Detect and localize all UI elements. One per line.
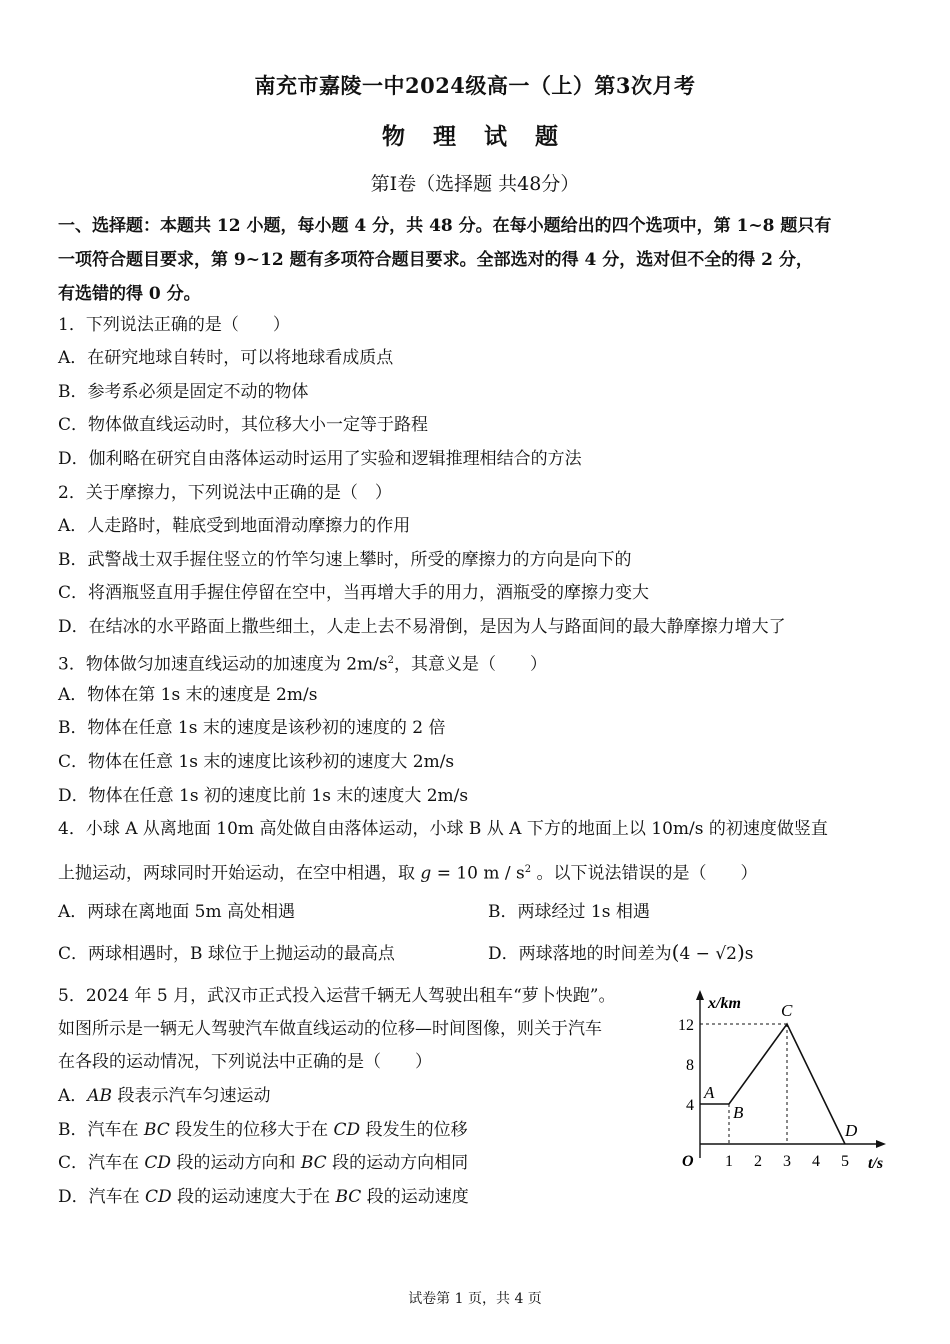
q5-option-d [58, 1186, 469, 1208]
q4-option-a: A．两球在离地面 5m 高处相遇 [58, 902, 296, 922]
q5-a-label: A． [58, 1086, 88, 1106]
point-label-D: D [845, 1121, 858, 1140]
q4-option-d-text: D．两球落地的时间差为 [488, 944, 672, 964]
q3-stem-tail: ，其意义是（ ） [393, 654, 547, 675]
q1-option-a: A．在研究地球自转时，可以将地球看成质点 [58, 348, 394, 368]
x-axis-label: t/s [868, 1155, 884, 1172]
instruction-line-3: 有选错的得 0 分。 [58, 284, 201, 304]
y-tick-8: 8 [686, 1057, 694, 1074]
q3-option-a: A．物体在第 1s 末的速度是 2m/s [58, 685, 318, 705]
x-tick-4: 4 [812, 1153, 820, 1170]
q5-b-segment-2: CD [333, 1120, 361, 1140]
q5-stem-line-3: 在各段的运动情况，下列说法中正确的是（ ） [58, 1052, 432, 1072]
q5-d-label: D．汽车在 [58, 1187, 146, 1207]
q2-option-b: B．武警战士双手握住竖立的竹竿匀速上攀时，所受的摩擦力的方向是向下的 [58, 550, 632, 570]
q4-g-value: = 10 m / s [431, 863, 525, 884]
q5-c-text: 段的运动方向和 [171, 1153, 301, 1173]
q4-stem-line-1: 4．小球 A 从离地面 10m 高处做自由落体运动，小球 B 从 A 下方的地面上以 10m/s 的初速度做竖直 [58, 819, 828, 839]
position-time-graph [672, 986, 902, 1176]
point-labels [703, 1001, 858, 1140]
x-tick-2: 2 [754, 1153, 762, 1170]
y-tick-4: 4 [686, 1097, 694, 1114]
y-tick-12: 12 [678, 1017, 694, 1034]
q2-stem: 2．关于摩擦力，下列说法中正确的是（ ） [58, 483, 392, 503]
x-tick-labels [725, 1153, 849, 1170]
x-axis-arrow [876, 1140, 886, 1148]
q3-stem-text: 3．物体做匀加速直线运动的加速度为 2m/s [58, 654, 388, 675]
q4-g-symbol: g [420, 863, 432, 884]
q5-a-segment: AB [87, 1086, 113, 1106]
q4-option-d [488, 941, 754, 965]
point-label-A: A [704, 1083, 715, 1102]
x-tick-5: 5 [841, 1153, 849, 1170]
q4-g-exponent: 2 [524, 864, 532, 875]
q3-option-d: D．物体在任意 1s 初的速度比前 1s 末的速度大 2m/s [58, 786, 469, 806]
q5-d-segment-2: BC [335, 1187, 362, 1207]
q2-option-d: D．在结冰的水平路面上撒些细土，人走上去不易滑倒，是因为人与路面间的最大静摩擦力增大了 [58, 617, 786, 637]
point-label-C: C [781, 1001, 793, 1020]
q5-option-a [58, 1085, 270, 1107]
q4-option-d-math: 4 − √2 [679, 944, 737, 964]
q1-option-d: D．伽利略在研究自由落体运动时运用了实验和逻辑推理相结合的方法 [58, 449, 582, 469]
q4-option-b: B．两球经过 1s 相遇 [488, 902, 650, 922]
q4-close-paren: ) [736, 940, 745, 964]
y-tick-labels [678, 1017, 694, 1114]
q3-option-b: B．物体在任意 1s 末的速度是该秒初的速度的 2 倍 [58, 718, 446, 738]
exam-title: 南充市嘉陵一中2024级高一（上）第3次月考 [254, 73, 696, 98]
q5-c-segment-2: BC [300, 1153, 327, 1173]
q5-b-text: 段发生的位移大于在 [169, 1120, 334, 1140]
q2-option-a: A．人走路时，鞋底受到地面滑动摩擦力的作用 [58, 516, 411, 536]
q5-c-tail: 段的运动方向相同 [326, 1153, 469, 1173]
q5-stem-line-1: 5．2024 年 5 月，武汉市正式投入运营千辆无人驾驶出租车“萝卜快跑”。 [58, 986, 616, 1006]
q5-c-segment-1: CD [144, 1153, 172, 1173]
point-label-B: B [733, 1103, 744, 1122]
y-axis-arrow [696, 990, 704, 1000]
q5-b-label: B．汽车在 [58, 1120, 144, 1140]
q1-stem: 1．下列说法正确的是（ ） [58, 315, 290, 335]
q4-stem-text: 上抛运动，两球同时开始运动，在空中相遇，取 [58, 863, 421, 884]
q5-a-text: 段表示汽车匀速运动 [112, 1086, 271, 1106]
q2-option-c: C．将酒瓶竖直用手握住停留在空中，当再增大手的用力，酒瓶受的摩擦力变大 [58, 583, 650, 603]
y-axis-label: x/km [708, 995, 741, 1012]
q1-option-c: C．物体做直线运动时，其位移大小一定等于路程 [58, 415, 429, 435]
q4-option-c: C．两球相遇时，B 球位于上抛运动的最高点 [58, 944, 395, 964]
instruction-line-2: 一项符合题目要求，第 9~12 题有多项符合题目要求。全部选对的得 4 分，选对但不全的得 2 分， [58, 250, 813, 270]
q1-option-b: B．参考系必须是固定不动的物体 [58, 382, 309, 402]
origin-label: O [682, 1153, 694, 1170]
q3-stem [58, 650, 547, 676]
x-tick-3: 3 [783, 1153, 791, 1170]
q5-option-c [58, 1152, 468, 1174]
q5-option-b [58, 1119, 468, 1141]
q4-option-d-unit: s [744, 944, 754, 964]
section-title: 第Ⅰ卷（选择题 共48分） [370, 173, 580, 195]
q5-d-segment-1: CD [145, 1187, 172, 1207]
q3-stem-exponent: 2 [387, 655, 394, 666]
q5-d-text: 段的运动速度大于在 [171, 1187, 336, 1207]
q5-stem-line-2: 如图所示是一辆无人驾驶汽车做直线运动的位移—时间图像，则关于汽车 [58, 1019, 602, 1039]
q4-stem-tail: 。以下说法错误的是（ ） [531, 863, 758, 884]
x-tick-1: 1 [725, 1153, 733, 1170]
q5-c-label: C．汽车在 [58, 1153, 145, 1173]
motion-line [700, 1024, 845, 1144]
q4-stem-line-2 [58, 859, 758, 885]
q5-d-tail: 段的运动速度 [361, 1187, 469, 1207]
q5-b-segment-1: BC [143, 1120, 170, 1140]
page-footer: 试卷第 1 页，共 4 页 [408, 1291, 542, 1307]
subject-title: 物 理 试 题 [381, 123, 569, 150]
instruction-line-1: 一、选择题：本题共 12 小题，每小题 4 分，共 48 分。在每小题给出的四个选项中，第 1~8 题只有 [58, 216, 832, 236]
q4-open-paren: ( [671, 940, 680, 964]
q5-b-tail: 段发生的位移 [360, 1120, 468, 1140]
q3-option-c: C．物体在任意 1s 末的速度比该秒初的速度大 2m/s [58, 752, 455, 772]
